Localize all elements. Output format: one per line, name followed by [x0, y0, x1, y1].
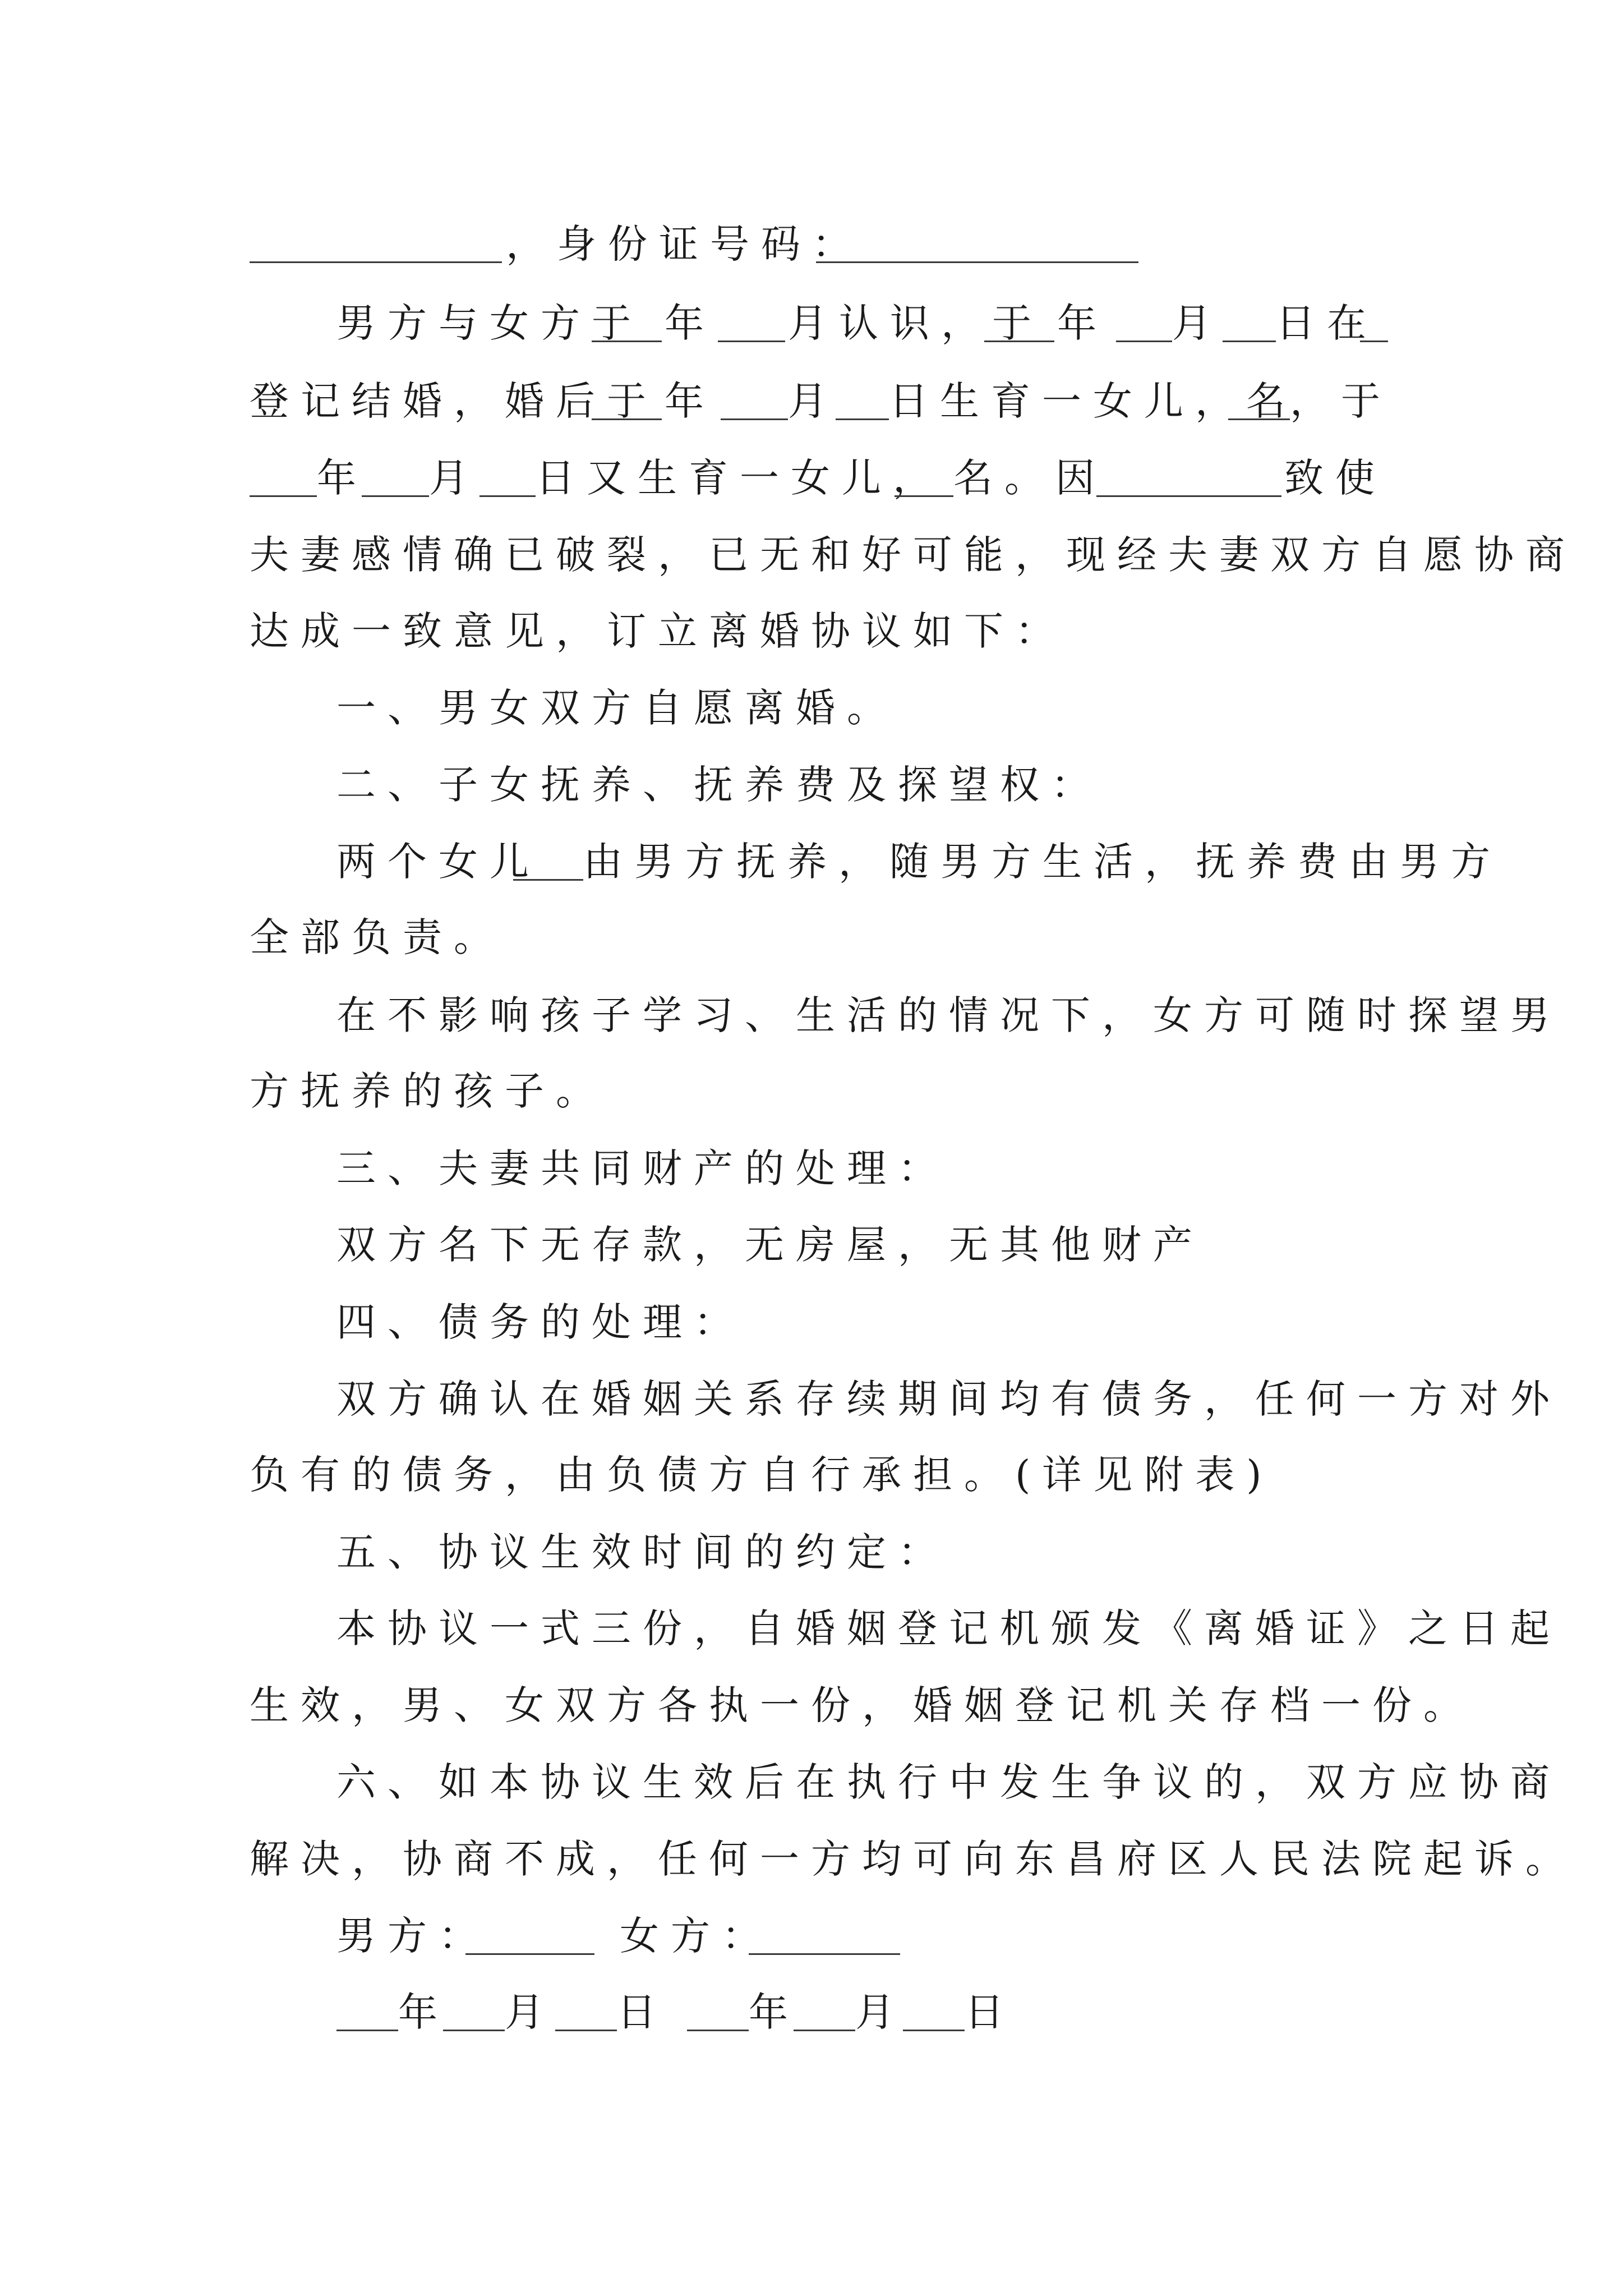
- daughters-blank: [513, 879, 583, 881]
- register-year-blank: [984, 341, 1054, 342]
- female-date-year-blank: [687, 2030, 749, 2031]
- register-month-blank: [1116, 341, 1172, 342]
- section-2-paragraph-2-line-2: 方抚养的孩子。: [250, 1068, 607, 1114]
- header-line: [0, 213, 1623, 275]
- section-4-heading: 四、债务的处理：: [336, 1299, 745, 1345]
- male-date-year-blank: [336, 2030, 398, 2031]
- intro-line-3: 年 月 日又生育一女儿， 名。因 致使: [0, 447, 1623, 509]
- meet-month-blank: [718, 341, 785, 342]
- section-4-paragraph-line-1: 双方确认在婚姻关系存续期间均有债务，任何一方对外: [336, 1376, 1561, 1422]
- intro-line-4: 夫妻感情确已破裂，已无和好可能，现经夫妻双方自愿协商: [250, 532, 1576, 578]
- male-date-month-blank: [443, 2030, 505, 2031]
- intro-line-1: 男方与女方于 年 月认识，于 年 月 日在: [0, 292, 1623, 354]
- section-5-paragraph-line-1: 本协议一式三份，自婚姻登记机颁发《离婚证》之日起: [336, 1605, 1561, 1651]
- female-signature-blank: [749, 1953, 900, 1955]
- female-signature-label: 女方：: [620, 1913, 773, 1959]
- intro-line-5: 达成一致意见，订立离婚协议如下：: [250, 608, 1066, 654]
- section-2-paragraph-2-line-1: 在不影响孩子学习、生活的情况下，女方可随时探望男: [336, 992, 1561, 1038]
- section-1-heading: 一、男女双方自愿离婚。: [336, 685, 898, 731]
- male-signature-blank: [465, 1953, 594, 1955]
- meet-year-blank: [592, 341, 662, 342]
- intro-line-2: 登记结婚，婚后于 年 月 日生育一女儿，名 ，于: [250, 378, 1392, 424]
- reason-blank: [1096, 495, 1281, 497]
- signature-line: [0, 1905, 1623, 1967]
- female-date-day-blank: [903, 2030, 965, 2031]
- child2-month-blank: [362, 495, 429, 497]
- date-line: 年 月 日 年 月 日: [0, 1981, 1623, 2043]
- section-2-paragraph-1-line-1: 两个女儿 由男方抚养，随男方生活，抚养费由男方: [336, 839, 1502, 885]
- male-signature-label: 男方：: [336, 1913, 490, 1959]
- child1-name-blank: [1228, 418, 1290, 420]
- section-3-heading: 三、夫妻共同财产的处理：: [336, 1145, 949, 1191]
- section-2-heading: 二、子女抚养、抚养费及探望权：: [336, 762, 1102, 808]
- section-5-heading: 五、协议生效时间的约定：: [336, 1529, 949, 1575]
- child2-name-blank: [895, 495, 953, 497]
- child1-day-blank: [836, 418, 889, 420]
- register-place-blank: [1360, 341, 1388, 342]
- child1-month-blank: [721, 418, 788, 420]
- child2-day-blank: [479, 495, 536, 497]
- section-6-line-1: 六、如本协议生效后在执行中发生争议的，双方应协商: [336, 1759, 1561, 1805]
- female-date-month-blank: [794, 2030, 855, 2031]
- id-number-blank: [816, 261, 1138, 263]
- child1-year-blank: [592, 418, 662, 420]
- section-5-paragraph-line-2: 生效，男、女双方各执一份，婚姻登记机关存档一份。: [250, 1682, 1474, 1728]
- section-6-line-2: 解决，协商不成，任何一方均可向东昌府区人民法院起诉。: [250, 1836, 1576, 1882]
- register-day-blank: [1223, 341, 1276, 342]
- male-date-day-blank: [555, 2030, 617, 2031]
- section-4-paragraph-line-2: 负有的债务，由负债方自行承担。(详见附表): [250, 1452, 1274, 1498]
- section-2-paragraph-1-line-2: 全部负责。: [250, 914, 505, 960]
- child2-year-blank: [250, 495, 317, 497]
- section-3-paragraph: 双方名下无存款，无房屋，无其他财产: [336, 1222, 1204, 1268]
- id-number-label: ，身份证号码：: [506, 221, 863, 267]
- name-blank: [250, 261, 502, 263]
